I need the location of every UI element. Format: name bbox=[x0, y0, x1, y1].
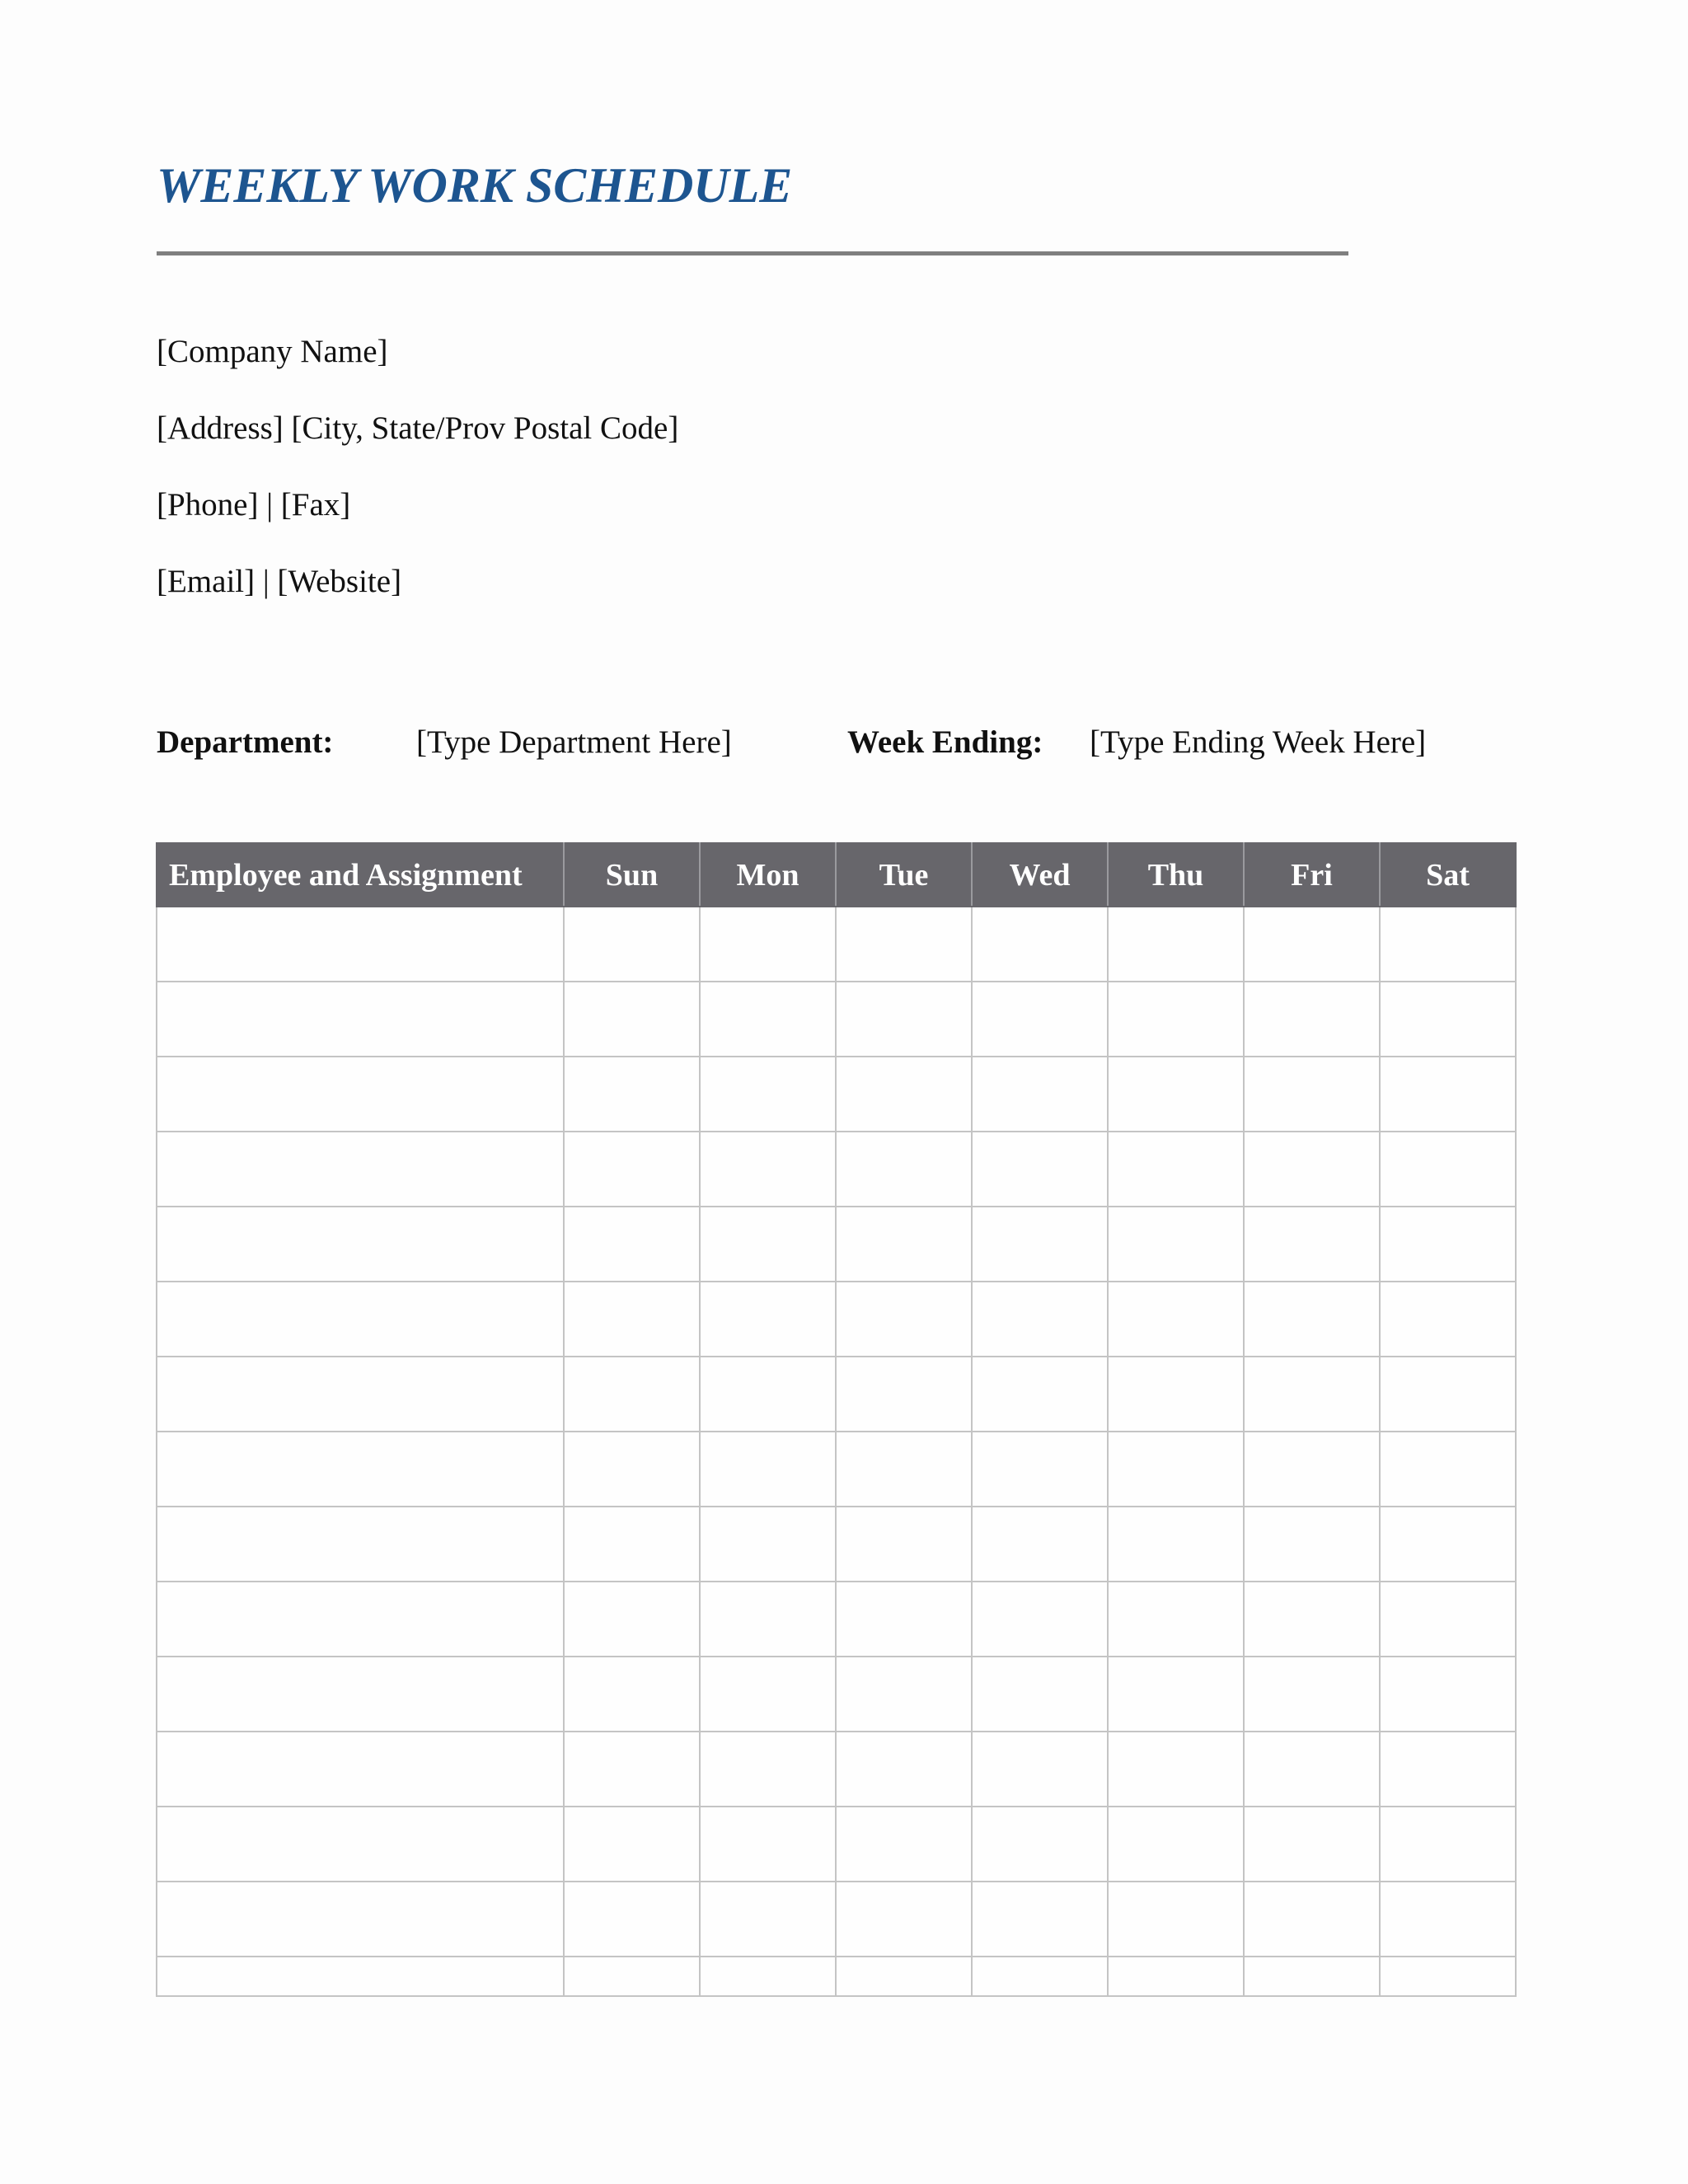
schedule-cell-wed[interactable] bbox=[972, 1132, 1108, 1207]
schedule-cell-sun[interactable] bbox=[564, 1507, 700, 1582]
schedule-cell-fri[interactable] bbox=[1244, 1957, 1380, 1996]
schedule-cell-sat[interactable] bbox=[1380, 1807, 1516, 1882]
schedule-cell-wed[interactable] bbox=[972, 907, 1108, 982]
table-row bbox=[157, 1507, 1516, 1582]
schedule-cell-fri[interactable] bbox=[1244, 1657, 1380, 1732]
schedule-cell-thu[interactable] bbox=[1108, 1132, 1244, 1207]
schedule-cell-thu[interactable] bbox=[1108, 1582, 1244, 1657]
table-row bbox=[157, 1882, 1516, 1957]
table-row bbox=[157, 1432, 1516, 1507]
schedule-cell-fri[interactable] bbox=[1244, 1807, 1380, 1882]
header-fri: Fri bbox=[1244, 843, 1380, 907]
schedule-cell-tue[interactable] bbox=[836, 1657, 972, 1732]
company-address: [Address] [City, State/Prov Postal Code] bbox=[157, 410, 679, 446]
employee-assignment-cell[interactable] bbox=[157, 907, 564, 982]
schedule-cell-tue[interactable] bbox=[836, 1882, 972, 1957]
schedule-cell-fri[interactable] bbox=[1244, 1507, 1380, 1582]
schedule-cell-fri[interactable] bbox=[1244, 1057, 1380, 1132]
schedule-cell-thu[interactable] bbox=[1108, 1507, 1244, 1582]
schedule-cell-thu[interactable] bbox=[1108, 1357, 1244, 1432]
schedule-cell-wed[interactable] bbox=[972, 1957, 1108, 1996]
schedule-cell-tue[interactable] bbox=[836, 907, 972, 982]
schedule-cell-thu[interactable] bbox=[1108, 1657, 1244, 1732]
employee-assignment-cell[interactable] bbox=[157, 1657, 564, 1732]
table-row bbox=[157, 1057, 1516, 1132]
header-mon: Mon bbox=[700, 843, 836, 907]
schedule-cell-fri[interactable] bbox=[1244, 1132, 1380, 1207]
schedule-cell-sat[interactable] bbox=[1380, 1357, 1516, 1432]
schedule-cell-thu[interactable] bbox=[1108, 1057, 1244, 1132]
schedule-cell-sat[interactable] bbox=[1380, 1207, 1516, 1282]
employee-assignment-cell[interactable] bbox=[157, 1582, 564, 1657]
table-row bbox=[157, 1732, 1516, 1807]
schedule-cell-fri[interactable] bbox=[1244, 1207, 1380, 1282]
schedule-cell-fri[interactable] bbox=[1244, 1732, 1380, 1807]
schedule-cell-thu[interactable] bbox=[1108, 1282, 1244, 1357]
schedule-cell-fri[interactable] bbox=[1244, 1432, 1380, 1507]
schedule-cell-wed[interactable] bbox=[972, 1357, 1108, 1432]
table-row bbox=[157, 1582, 1516, 1657]
schedule-cell-mon[interactable] bbox=[700, 1357, 836, 1432]
schedule-cell-sun[interactable] bbox=[564, 1207, 700, 1282]
schedule-cell-sun[interactable] bbox=[564, 1807, 700, 1882]
employee-assignment-cell[interactable] bbox=[157, 982, 564, 1057]
schedule-cell-wed[interactable] bbox=[972, 1507, 1108, 1582]
schedule-cell-mon[interactable] bbox=[700, 1807, 836, 1882]
schedule-cell-wed[interactable] bbox=[972, 1882, 1108, 1957]
schedule-cell-fri[interactable] bbox=[1244, 1882, 1380, 1957]
schedule-cell-tue[interactable] bbox=[836, 982, 972, 1057]
schedule-cell-thu[interactable] bbox=[1108, 907, 1244, 982]
schedule-cell-wed[interactable] bbox=[972, 1582, 1108, 1657]
table-row bbox=[157, 982, 1516, 1057]
schedule-cell-wed[interactable] bbox=[972, 1657, 1108, 1732]
table-row bbox=[157, 1207, 1516, 1282]
schedule-cell-tue[interactable] bbox=[836, 1807, 972, 1882]
schedule-cell-sat[interactable] bbox=[1380, 982, 1516, 1057]
schedule-cell-sat[interactable] bbox=[1380, 1057, 1516, 1132]
schedule-cell-tue[interactable] bbox=[836, 1732, 972, 1807]
schedule-cell-mon[interactable] bbox=[700, 1732, 836, 1807]
schedule-cell-sun[interactable] bbox=[564, 1432, 700, 1507]
employee-assignment-cell[interactable] bbox=[157, 1957, 564, 1996]
schedule-cell-tue[interactable] bbox=[836, 1582, 972, 1657]
schedule-cell-sun[interactable] bbox=[564, 907, 700, 982]
schedule-cell-fri[interactable] bbox=[1244, 982, 1380, 1057]
schedule-cell-sat[interactable] bbox=[1380, 1132, 1516, 1207]
table-row bbox=[157, 1957, 1516, 1996]
schedule-cell-mon[interactable] bbox=[700, 1282, 836, 1357]
company-phone-fax: [Phone] | [Fax] bbox=[157, 487, 351, 523]
employee-assignment-cell[interactable] bbox=[157, 1207, 564, 1282]
schedule-cell-tue[interactable] bbox=[836, 1207, 972, 1282]
employee-assignment-cell[interactable] bbox=[157, 1132, 564, 1207]
schedule-cell-sun[interactable] bbox=[564, 1882, 700, 1957]
schedule-cell-mon[interactable] bbox=[700, 1582, 836, 1657]
employee-assignment-cell[interactable] bbox=[157, 1357, 564, 1432]
schedule-cell-thu[interactable] bbox=[1108, 1207, 1244, 1282]
employee-assignment-cell[interactable] bbox=[157, 1057, 564, 1132]
schedule-cell-sun[interactable] bbox=[564, 1582, 700, 1657]
employee-assignment-cell[interactable] bbox=[157, 1807, 564, 1882]
week-ending-label: Week Ending: bbox=[847, 724, 1043, 760]
schedule-cell-sat[interactable] bbox=[1380, 1657, 1516, 1732]
schedule-cell-sat[interactable] bbox=[1380, 1882, 1516, 1957]
schedule-cell-sat[interactable] bbox=[1380, 1582, 1516, 1657]
table-row bbox=[157, 1357, 1516, 1432]
schedule-cell-fri[interactable] bbox=[1244, 1282, 1380, 1357]
schedule-cell-sat[interactable] bbox=[1380, 907, 1516, 982]
schedule-cell-fri[interactable] bbox=[1244, 907, 1380, 982]
schedule-cell-sun[interactable] bbox=[564, 1957, 700, 1996]
schedule-cell-sun[interactable] bbox=[564, 982, 700, 1057]
schedule-cell-mon[interactable] bbox=[700, 1507, 836, 1582]
schedule-cell-mon[interactable] bbox=[700, 1957, 836, 1996]
schedule-cell-thu[interactable] bbox=[1108, 1882, 1244, 1957]
schedule-cell-fri[interactable] bbox=[1244, 1357, 1380, 1432]
schedule-cell-mon[interactable] bbox=[700, 1057, 836, 1132]
schedule-cell-mon[interactable] bbox=[700, 982, 836, 1057]
schedule-cell-tue[interactable] bbox=[836, 1507, 972, 1582]
header-sat: Sat bbox=[1380, 843, 1516, 907]
header-sun: Sun bbox=[564, 843, 700, 907]
table-row bbox=[157, 1657, 1516, 1732]
department-label: Department: bbox=[157, 724, 334, 760]
schedule-cell-mon[interactable] bbox=[700, 1882, 836, 1957]
header-employee-assignment: Employee and Assignment bbox=[157, 843, 564, 907]
schedule-cell-tue[interactable] bbox=[836, 1282, 972, 1357]
schedule-cell-tue[interactable] bbox=[836, 1432, 972, 1507]
schedule-cell-tue[interactable] bbox=[836, 1057, 972, 1132]
schedule-cell-wed[interactable] bbox=[972, 1207, 1108, 1282]
employee-assignment-cell[interactable] bbox=[157, 1507, 564, 1582]
header-thu: Thu bbox=[1108, 843, 1244, 907]
schedule-cell-wed[interactable] bbox=[972, 1807, 1108, 1882]
header-wed: Wed bbox=[972, 843, 1108, 907]
schedule-cell-sat[interactable] bbox=[1380, 1507, 1516, 1582]
schedule-cell-wed[interactable] bbox=[972, 1732, 1108, 1807]
schedule-cell-thu[interactable] bbox=[1108, 1957, 1244, 1996]
schedule-cell-sun[interactable] bbox=[564, 1357, 700, 1432]
schedule-cell-thu[interactable] bbox=[1108, 982, 1244, 1057]
table-row bbox=[157, 1282, 1516, 1357]
schedule-cell-sun[interactable] bbox=[564, 1132, 700, 1207]
table-row bbox=[157, 1132, 1516, 1207]
schedule-cell-mon[interactable] bbox=[700, 1657, 836, 1732]
schedule-cell-sat[interactable] bbox=[1380, 1957, 1516, 1996]
schedule-cell-wed[interactable] bbox=[972, 1432, 1108, 1507]
employee-assignment-cell[interactable] bbox=[157, 1732, 564, 1807]
schedule-body bbox=[157, 907, 1516, 1996]
table-row bbox=[157, 907, 1516, 982]
schedule-cell-sun[interactable] bbox=[564, 1657, 700, 1732]
schedule-cell-tue[interactable] bbox=[836, 1132, 972, 1207]
schedule-cell-sun[interactable] bbox=[564, 1732, 700, 1807]
employee-assignment-cell[interactable] bbox=[157, 1882, 564, 1957]
schedule-cell-wed[interactable] bbox=[972, 1282, 1108, 1357]
schedule-cell-sat[interactable] bbox=[1380, 1732, 1516, 1807]
department-field[interactable]: [Type Department Here] bbox=[416, 724, 732, 760]
schedule-cell-wed[interactable] bbox=[972, 1057, 1108, 1132]
schedule-cell-sun[interactable] bbox=[564, 1282, 700, 1357]
header-tue: Tue bbox=[836, 843, 972, 907]
schedule-cell-tue[interactable] bbox=[836, 1957, 972, 1996]
employee-assignment-cell[interactable] bbox=[157, 1282, 564, 1357]
schedule-cell-thu[interactable] bbox=[1108, 1807, 1244, 1882]
employee-assignment-cell[interactable] bbox=[157, 1432, 564, 1507]
schedule-cell-thu[interactable] bbox=[1108, 1432, 1244, 1507]
schedule-cell-thu[interactable] bbox=[1108, 1732, 1244, 1807]
page-title: WEEKLY WORK SCHEDULE bbox=[157, 158, 793, 213]
schedule-cell-mon[interactable] bbox=[700, 1207, 836, 1282]
table-row bbox=[157, 1807, 1516, 1882]
schedule-cell-sat[interactable] bbox=[1380, 1432, 1516, 1507]
title-divider bbox=[157, 251, 1348, 255]
schedule-cell-sat[interactable] bbox=[1380, 1282, 1516, 1357]
table-header-row bbox=[157, 843, 1516, 907]
schedule-cell-wed[interactable] bbox=[972, 982, 1108, 1057]
schedule-cell-tue[interactable] bbox=[836, 1357, 972, 1432]
schedule-cell-mon[interactable] bbox=[700, 1132, 836, 1207]
schedule-cell-fri[interactable] bbox=[1244, 1582, 1380, 1657]
schedule-cell-mon[interactable] bbox=[700, 907, 836, 982]
schedule-cell-mon[interactable] bbox=[700, 1432, 836, 1507]
company-email-website: [Email] | [Website] bbox=[157, 564, 402, 599]
schedule-cell-sun[interactable] bbox=[564, 1057, 700, 1132]
company-name: [Company Name] bbox=[157, 334, 388, 369]
week-ending-field[interactable]: [Type Ending Week Here] bbox=[1090, 724, 1427, 760]
schedule-table bbox=[156, 842, 1517, 1997]
